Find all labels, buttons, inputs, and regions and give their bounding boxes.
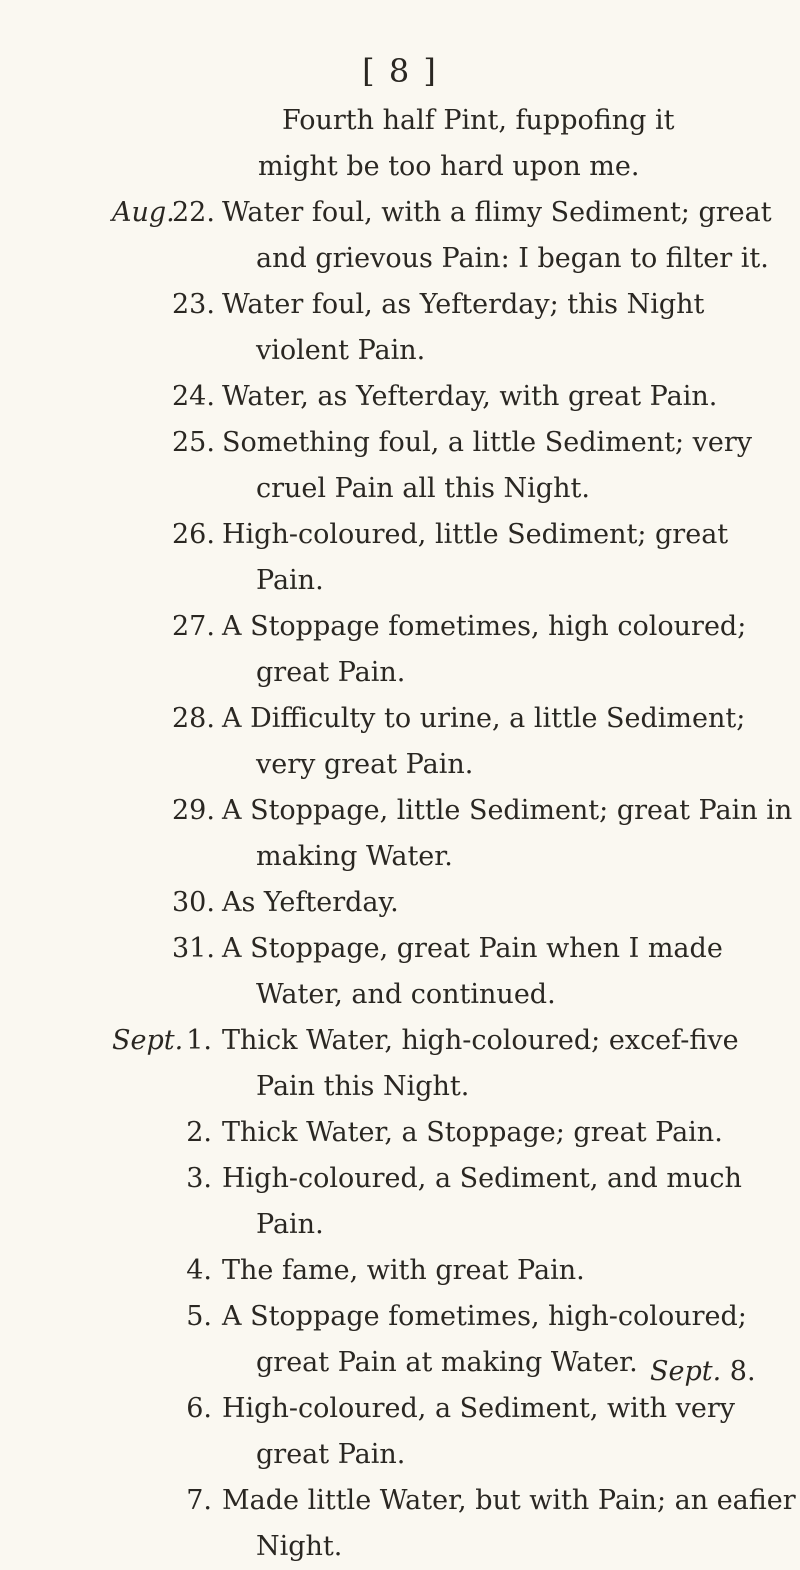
intro-line-2: might be too hard upon me. xyxy=(258,151,640,182)
diary-entry xyxy=(0,1110,800,1156)
entry-text: A Stoppage fometimes, high coloured; great Pain. xyxy=(222,611,747,688)
entry-text: A Difficulty to urine, a little Sediment; very great Pain. xyxy=(222,703,746,780)
entry-text: Made little Water, but with Pain; an eafier Night. xyxy=(222,1485,796,1562)
diary-entry xyxy=(0,420,800,512)
entry-day: 26. xyxy=(172,519,215,550)
diary-entry xyxy=(0,190,800,282)
entry-day: 25. xyxy=(172,427,215,458)
entry-day: 24. xyxy=(172,381,215,412)
entry-text: Something foul, a little Sediment; very cruel Pain all this Night. xyxy=(222,427,753,504)
entry-text: A Stoppage, great Pain when I made Water, and continued. xyxy=(222,933,723,1010)
entry-day: 1. xyxy=(186,1025,212,1056)
entry-text: High-coloured, a Sediment, and much Pain. xyxy=(222,1163,742,1240)
entry-text: The fame, with great Pain. xyxy=(222,1255,585,1286)
entry-day: 2. xyxy=(186,1117,212,1148)
entry-day: 6. xyxy=(186,1393,212,1424)
entry-month: Aug. xyxy=(112,197,175,228)
diary-entry xyxy=(0,880,800,926)
entry-day: 22. xyxy=(172,197,215,228)
diary-entry xyxy=(0,604,800,696)
diary-entry xyxy=(0,696,800,788)
page-number: [ 8 ] xyxy=(362,52,438,90)
diary-entry xyxy=(0,282,800,374)
entry-text: A Stoppage fometimes, high-coloured; great Pain at making Water. xyxy=(222,1301,747,1378)
diary-entry xyxy=(0,1248,800,1294)
diary-entry xyxy=(0,512,800,604)
diary-entry xyxy=(0,1156,800,1248)
diary-entry xyxy=(0,1018,800,1110)
diary-entry xyxy=(0,1478,800,1570)
entry-day: 27. xyxy=(172,611,215,642)
entry-text: Thick Water, a Stoppage; great Pain. xyxy=(222,1117,723,1148)
entry-day: 28. xyxy=(172,703,215,734)
catchword xyxy=(650,1356,756,1387)
diary-entry xyxy=(0,1386,800,1478)
entry-text: Water foul, with a flimy Sediment; great and grievous Pain: I began to filter it. xyxy=(222,197,772,274)
entry-text: Thick Water, high-coloured; excef-five Pain this Night. xyxy=(222,1025,739,1102)
entry-day: 30. xyxy=(172,887,215,918)
entry-day: 7. xyxy=(186,1485,212,1516)
entry-day: 3. xyxy=(186,1163,212,1194)
entry-text: Water foul, as Yefterday; this Night violent Pain. xyxy=(222,289,705,366)
entry-text: Water, as Yefterday, with great Pain. xyxy=(222,381,718,412)
intro-paragraph xyxy=(258,98,752,190)
entry-text: A Stoppage, little Sediment; great Pain in making Water. xyxy=(222,795,793,872)
catchword-month: Sept. xyxy=(650,1356,722,1387)
diary-entry xyxy=(0,374,800,420)
entry-day: 23. xyxy=(172,289,215,320)
entry-month: Sept. xyxy=(112,1025,184,1056)
entry-text: High-coloured, little Sediment; great Pain. xyxy=(222,519,729,596)
diary-entry xyxy=(0,788,800,880)
entry-day: 5. xyxy=(186,1301,212,1332)
diary-entry xyxy=(0,926,800,1018)
intro-line-1: Fourth half Pint, fuppofing it xyxy=(282,105,675,136)
entry-day: 29. xyxy=(172,795,215,826)
entry-text: High-coloured, a Sediment, with very great Pain. xyxy=(222,1393,735,1470)
entry-day: 4. xyxy=(186,1255,212,1286)
catchword-day: 8. xyxy=(729,1356,756,1387)
entry-text: As Yefterday. xyxy=(222,887,399,918)
entry-day: 31. xyxy=(172,933,215,964)
